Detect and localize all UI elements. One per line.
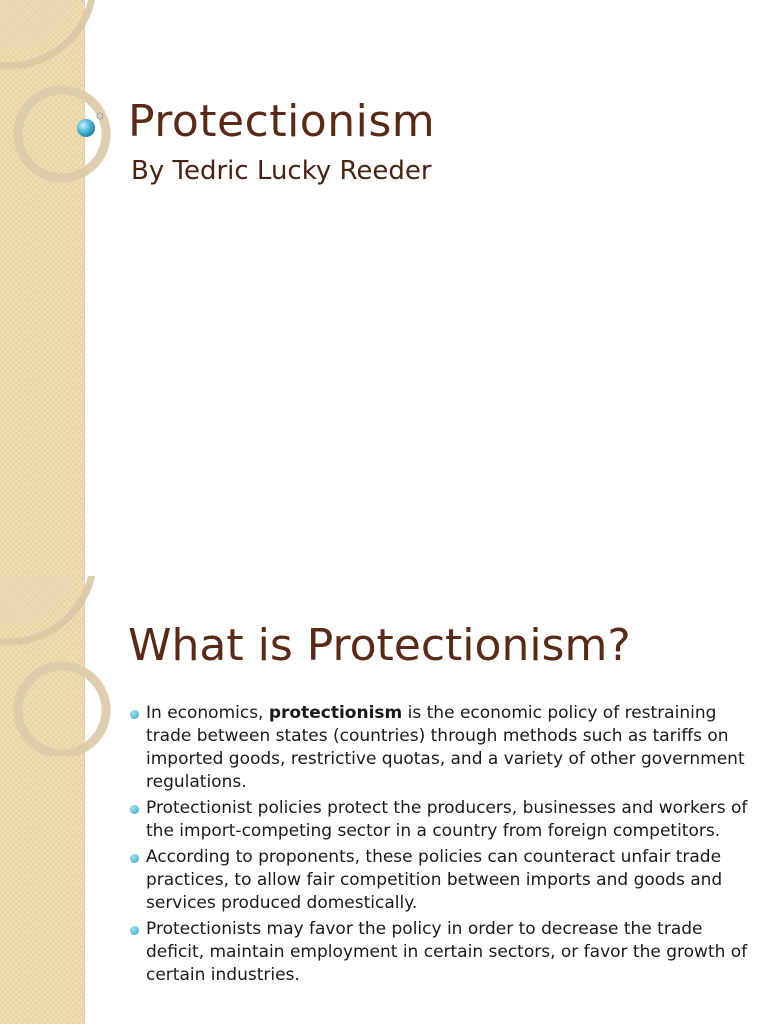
bullet-item <box>130 846 750 915</box>
bullet-list <box>130 702 750 990</box>
bullet-text: According to proponents, these policies can counteract unfair trade practices, to allow fair competition between imports and goods and services produced domestically. <box>146 847 723 913</box>
slide-2 <box>0 576 768 1024</box>
slide-subtitle: By Tedric Lucky Reeder <box>131 156 432 186</box>
bullet-bold-term: protectionism <box>268 703 403 723</box>
bullet-item <box>130 918 750 987</box>
bullet-text: Protectionists may favor the policy in order to decrease the trade deficit, maintain employment in certain sectors, or favor the growth of certain industries. <box>146 919 748 985</box>
bullet-dot-icon <box>130 854 139 863</box>
bullet-dot-icon <box>130 710 139 719</box>
bullet-item <box>130 702 750 794</box>
bullet-text: Protectionist policies protect the producers, businesses and workers of the import-competing sector in a country from foreign competitors. <box>146 798 748 841</box>
bullet-item <box>130 797 750 843</box>
bullet-dot-icon <box>130 805 139 814</box>
decorative-rings <box>0 576 140 756</box>
bullet-text: is the economic policy of restraining trade between states (countries) through methods such as tariffs on imported goods, restrictive quotas, and a variety of other government regulations. <box>146 703 745 792</box>
slide-title: What is Protectionism? <box>128 620 631 671</box>
bullet-dot-icon <box>130 926 139 935</box>
bullet-text: In economics, <box>146 703 269 723</box>
slide-title: Protectionism <box>128 96 436 147</box>
orb-icon <box>0 0 120 160</box>
